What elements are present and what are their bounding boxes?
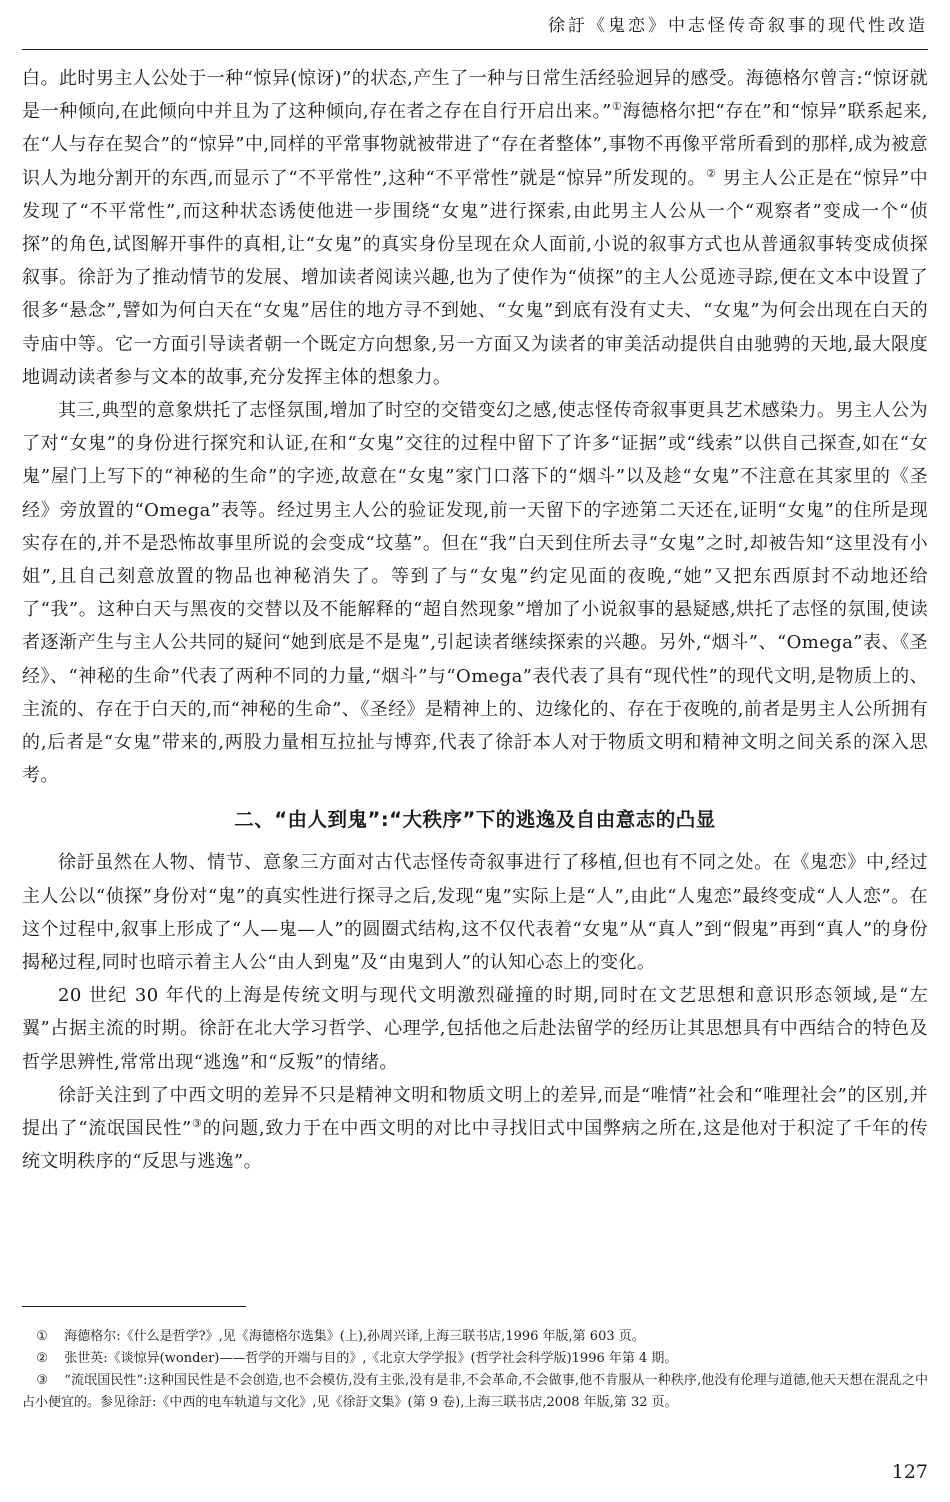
footnote-1 (22, 1326, 928, 1348)
footnote-ref-3: ③ (191, 1117, 203, 1131)
footnote-2-text: 张世英:《谈惊异(wonder)——哲学的开端与目的》,《北京大学学报》(哲学社会科学版)1996 年第 4 期。 (64, 1351, 678, 1366)
paragraph-1-text-a: 白。此时男主人公处于一种“惊异(惊讶)”的状态,产生了一种与日常生活经验迥异的感受。海德格尔曾言:“惊讶就是一种倾向,在此倾向中并且为了这种倾向,存在者之存在自行开启出来。” (22, 68, 928, 123)
footnote-ref-2: ② (706, 166, 717, 180)
footnote-3-mark: ③ (36, 1373, 48, 1388)
footnote-rule (22, 1306, 246, 1307)
paragraph-1 (22, 62, 928, 394)
paragraph-1-text-b: 海德格尔把“存在”和“惊异”联系起来,在“人与存在契合”的“惊异”中,同样的平常事物就被带进了“存在者整体”,事物不再像平常所看到的那样,成为被意识人为地分割开的东西,而显示了“不平常性”,这种“不平常性”就是“惊异”所发现的。 (22, 101, 928, 189)
footnote-2 (22, 1348, 928, 1370)
paragraph-5-text-b: 的问题,致力于在中西文明的对比中寻找旧式中国弊病之所在,这是他对于积淀了千年的传统文明秩序的“反思与逃逸”。 (22, 1118, 928, 1173)
section-heading: 二、“由人到鬼”:“大秩序”下的逃逸及自由意志的凸显 (234, 808, 716, 832)
paragraph-3: 徐訏虽然在人物、情节、意象三方面对古代志怪传奇叙事进行了移植,但也有不同之处。在《鬼恋》中,经过主人公以“侦探”身份对“鬼”的真实性进行探寻之后,发现“鬼”实际上是“人”,由此“人鬼恋”最终变成“人人恋”。在这个过程中,叙事上形成了“人—鬼—人”的圆圈式结构,这不仅代表着“女鬼”从“真人”到“假鬼”再到“真人”的身份揭秘过程,同时也暗示着主人公“由人到鬼”及“由鬼到人”的认知心态上的变化。 (22, 852, 928, 974)
running-header: 徐訏《鬼恋》中志怪传奇叙事的现代性改造 (548, 16, 928, 36)
footnote-3-text: “流氓国民性”:这种国民性是不会创造,也不会模仿,没有主张,没有是非,不会革命,不会做事,他不肯服从一种秩序,他没有伦理与道德,他天天想在混乱之中占小便宜的。参见徐訏:《中西的电车轨道与文化》,见《徐訏文集》(第 9 卷),上海三联书店,2008 年版,第 32 页。 (22, 1373, 928, 1410)
footnote-ref-1: ① (611, 100, 623, 114)
header-rule (22, 49, 928, 50)
paragraph-5-text-a: 徐訏关注到了中西文明的差异不只是精神文明和物质文明上的差异,而是“唯情”社会和“唯理社会”的区别,并提出了“流氓国民性” (22, 1084, 928, 1140)
paragraph-1-text-c: 男主人公正是在“惊异”中发现了“不平常性”,而这种状态诱使他进一步围绕“女鬼”进行探索,由此男主人公从一个“观察者”变成一个“侦探”的角色,试图解开事件的真相,让“女鬼”的真实身份呈现在众人面前,小说的叙事方式也从普通叙事转变成侦探叙事。徐訏为了推动情节的发展、增加读者阅读兴趣,也为了使作为“侦探”的主人公觅迹寻踪,便在文本中设置了很多“悬念”,譬如为何白天在“女鬼”居住的地方寻不到她、“女鬼”到底有没有丈夫、“女鬼”为何会出现在白天的寺庙中等。它一方面引导读者朝一个既定方向想象,另一方面又为读者的审美活动提供自由驰骋的天地,最大限度地调动读者参与文本的故事,充分发挥主体的想象力。 (22, 167, 929, 388)
page-number: 127 (891, 1461, 928, 1483)
footnote-3 (22, 1370, 928, 1414)
body-text (22, 62, 928, 1179)
footnote-1-mark: ① (36, 1329, 48, 1344)
paragraph-2: 其三,典型的意象烘托了志怪氛围,增加了时空的交错变幻之感,使志怪传奇叙事更具艺术感染力。男主人公为了对“女鬼”的身份进行探究和认证,在和“女鬼”交往的过程中留下了许多“证据”或“线索”以供自己探查,如在“女鬼”屋门上写下的“神秘的生命”的字迹,故意在“女鬼”家门口落下的“烟斗”以及趁“女鬼”不注意在其家里的《圣经》旁放置的“Omega”表等。经过男主人公的验证发现,前一天留下的字迹第二天还在,证明“女鬼”的住所是现实存在的,并不是恐怖故事里所说的会变成“坟墓”。但在“我”白天到住所去寻“女鬼”之时,却被告知“这里没有小姐”,且自己刻意放置的物品也神秘消失了。等到了与“女鬼”约定见面的夜晚,“她”又把东西原封不动地还给了“我”。这种白天与黑夜的交替以及不能解释的“超自然现象”增加了小说叙事的悬疑感,烘托了志怪的氛围,使读者逐渐产生与主人公共同的疑问“她到底是不是鬼”,引起读者继续探索的兴趣。另外,“烟斗”、“Omega”表、《圣经》、“神秘的生命”代表了两种不同的力量,“烟斗”与“Omega”表代表了具有“现代性”的现代文明,是物质上的、主流的、存在于白天的,而“神秘的生命”、《圣经》是精神上的、边缘化的、存在于夜晚的,前者是男主人公所拥有的,后者是“女鬼”带来的,两股力量相互拉扯与博弈,代表了徐訏本人对于物质文明和精神文明之间关系的深入思考。 (22, 400, 928, 787)
footnotes (22, 1326, 928, 1414)
paragraph-4: 20 世纪 30 年代的上海是传统文明与现代文明激烈碰撞的时期,同时在文艺思想和意识形态领域,是“左翼”占据主流的时期。徐訏在北大学习哲学、心理学,包括他之后赴法留学的经历让其思想具有中西结合的特色及哲学思辨性,常常出现“逃逸”和“反叛”的情绪。 (22, 985, 928, 1073)
paragraph-5 (22, 1079, 928, 1179)
footnote-1-text: 海德格尔:《什么是哲学?》,见《海德格尔选集》(上),孙周兴译,上海三联书店,1996 年版,第 603 页。 (64, 1329, 645, 1344)
footnote-2-mark: ② (36, 1351, 48, 1366)
